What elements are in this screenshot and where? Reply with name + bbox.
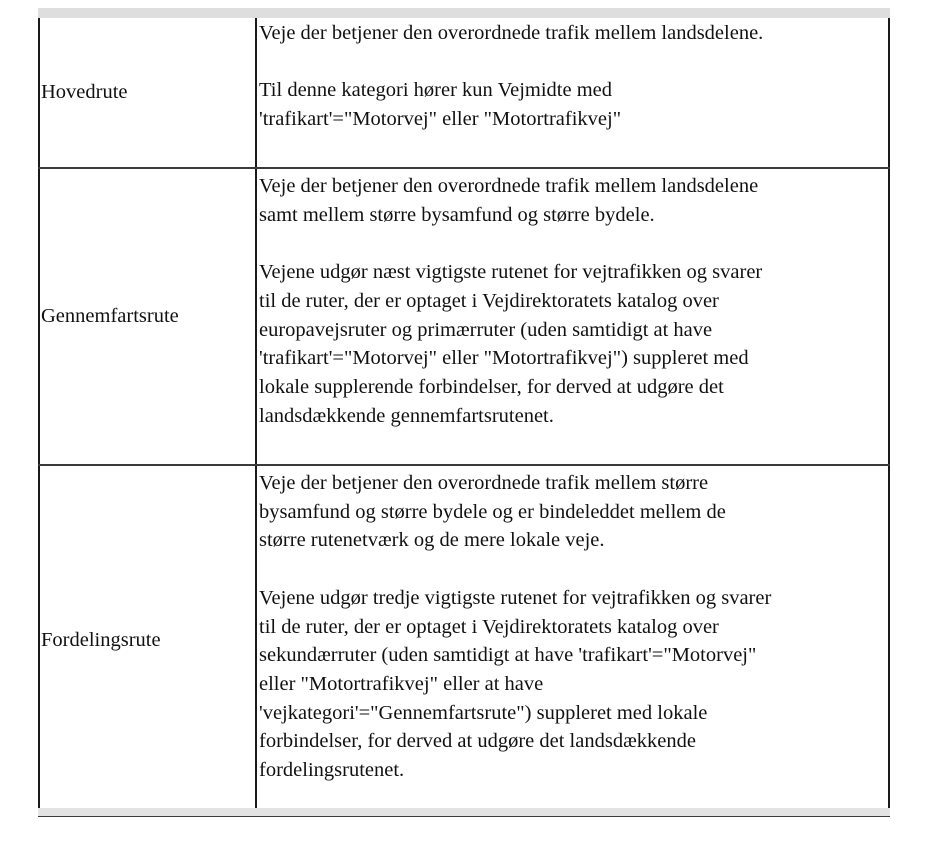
table-top-band: [38, 8, 890, 18]
description-cell: [256, 168, 889, 465]
description-paragraph: Vejene udgør tredje vigtigste rutenet for vejtrafikken og svarer til de ruter, der er optaget i Vejdirektoratets katalog over sekundærruter (uden samtidigt at have 'trafikart'="Motorvej" eller "Motortrafikvej" eller at have 'vejkategori'="Gennemfartsrute") suppleret med lokale forbindelser, for derved at udgøre det landsdækkende fordelingsrutenet.: [259, 586, 772, 782]
road-category-table: [38, 18, 890, 817]
table-bottom-band: [38, 808, 890, 816]
table-row: [39, 168, 889, 465]
description-paragraph: Veje der betjener den overordnede trafik mellem større bysamfund og større bydele og er bindeleddet mellem de større rutenetværk og de mere lokale veje.: [259, 472, 726, 552]
category-label-gennemfartsrute: Gennemfartsrute: [41, 305, 179, 328]
table-row: [39, 465, 889, 816]
category-label-fordelingsrute: Fordelingsrute: [41, 629, 161, 652]
category-cell: [39, 168, 256, 465]
category-cell: [39, 465, 256, 816]
description-paragraph: Veje der betjener den overordnede trafik mellem landsdelene.: [259, 22, 764, 44]
category-label-hovedrute: Hovedrute: [41, 81, 128, 104]
table-row: [39, 18, 889, 168]
description-cell: [256, 18, 889, 168]
category-cell: [39, 18, 256, 168]
description-paragraph: Vejene udgør næst vigtigste rutenet for vejtrafikken og svarer til de ruter, der er optaget i Vejdirektoratets katalog over europavejsruter og primærruter (uden samtidigt at have 'trafikart'="Motorvej" eller "Motortrafikvej") suppleret med lokale supplerende forbindelser, for derved at udgøre det landsdækkende gennemfartsrutenet.: [259, 261, 763, 427]
description-paragraph: Til denne kategori hører kun Vejmidte med 'trafikart'="Motorvej" eller "Motortrafikvej": [259, 79, 622, 131]
description-paragraph: Veje der betjener den overordnede trafik mellem landsdelene samt mellem større bysamfund og større bydele.: [259, 175, 759, 226]
description-cell: [256, 465, 889, 816]
